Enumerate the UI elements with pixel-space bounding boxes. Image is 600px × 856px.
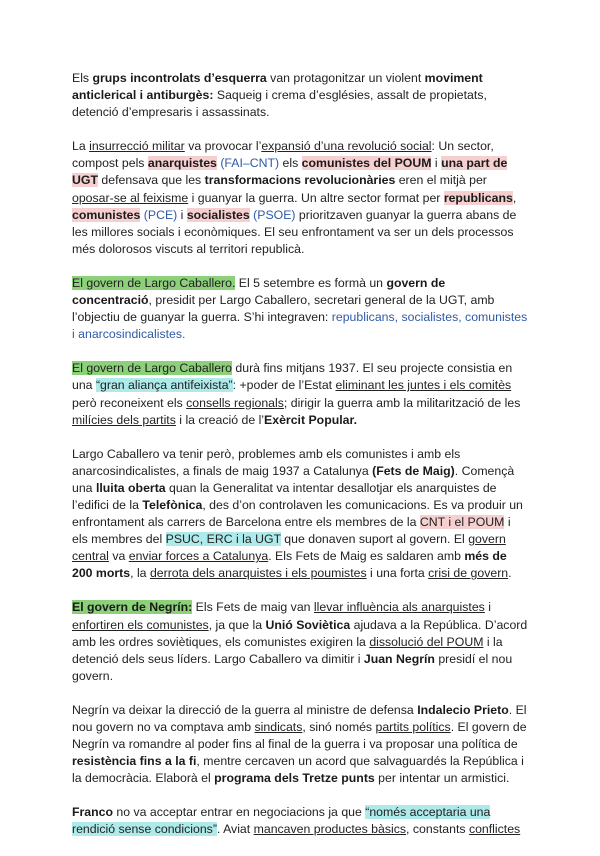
highlight-pink: socialistes: [186, 207, 250, 222]
blue-text: (PSOE): [253, 207, 296, 222]
bold-phrase: Indalecio Prieto: [417, 702, 509, 717]
bold-phrase: (Fets de Maig): [372, 463, 455, 478]
paragraph-negrin-prieto: Negrín va deixar la direcció de la guerra al ministre de defensa Indalecio Prieto. El nou govern no va comptava amb sindicats, sinó només partits polítics. El govern de Negrín va romandre al poder fins al final de la guerra i va proposar una política de resistència fins a la fi, mentre cercaven un acord que salvaguardés la República i la democràcia. Elaborà el programa dels Tretze punts per intentar un armistici.: [72, 702, 527, 786]
underlined-phrase: mancaven productes bàsics: [253, 822, 407, 837]
bold-phrase: Juan Negrín: [363, 651, 435, 666]
bold-phrase: lluita oberta: [95, 480, 166, 495]
bold-phrase: programa dels Tretze punts: [214, 771, 375, 786]
paragraph-govern-negrin: El govern de Negrín: Els Fets de maig van llevar influència als anarquistes i enfortiren els comunistes, ja que la Unió Soviètica ajudava a la República. D’acord amb les ordres soviètiques, els comunistes exigiren la dissolució del POUM i la detenció dels seus líders. Largo Caballero va dimitir i Juan Negrín presidí el nou govern.: [72, 600, 528, 683]
underlined-phrase: sindicats: [254, 720, 303, 734]
underlined-phrase: eliminant les juntes i els comitès: [335, 378, 512, 393]
underlined-phrase: expansió d’una revolució social: [261, 139, 432, 154]
bold-phrase: moviment anticlerical i antiburgès:: [72, 71, 483, 103]
underlined-phrase: crisi de govern: [428, 566, 509, 581]
underlined-phrase: govern central: [72, 532, 506, 564]
bold-phrase: transformacions revolucionàries: [204, 173, 396, 188]
paragraph-insurreccio: La insurrecció militar va provocar l’expansió d’una revolució social: Un sector, compost pels anarquistes (FAI–CNT) els comunistes del POUM i una part de UGT defensava que les transformacions revolucionàries eren el mitjà per oposar-se al feixisme i guanyar la guerra. Un altre sector format per republicans, comunistes (PCE) i socialistes (PSOE) prioritzaven guanyar la guerra abans de les millores socials i econòmiques. El seu enfrontament va ser un dels processos més dolorosos viscuts al territori republicà.: [72, 139, 517, 256]
underlined-phrase: conflictes: [468, 822, 521, 837]
highlight-cyan: “només acceptaria una rendició sense condicions”: [72, 805, 491, 837]
underlined-phrase: consells regionals: [186, 395, 284, 410]
highlight-pink: una part de UGT: [72, 156, 508, 188]
highlight-cyan: “gran aliança antifeixista”: [95, 378, 233, 393]
underlined-phrase: dissolució del POUM: [369, 634, 484, 649]
bold-phrase: grups incontrolats d’esquerra: [92, 71, 267, 85]
bold-phrase: Exèrcit Popular.: [264, 412, 357, 427]
underlined-phrase: oposar-se al feixisme: [72, 190, 189, 205]
underlined-phrase: milícies dels partits: [72, 412, 176, 427]
blue-text: (PCE): [143, 207, 178, 222]
highlight-cyan: PSUC, ERC i la UGT: [165, 532, 281, 547]
highlight-green: El govern de Largo Caballero: [72, 361, 232, 376]
underlined-phrase: llevar influència als anarquistes: [313, 600, 485, 615]
underlined-phrase: enfortiren els comunistes: [72, 617, 209, 632]
underlined-phrase: insurrecció militar: [89, 139, 185, 154]
bold-phrase: govern de concentració: [72, 275, 446, 308]
highlight-pink: anarquistes: [147, 156, 217, 171]
document-page: [72, 70, 528, 856]
highlight-pink: CNT i el POUM: [419, 515, 505, 530]
paragraph-projecte-largo-caballero: El govern de Largo Caballero durà fins mitjans 1937. El seu projecte consistia en una “gran aliança antifeixista”: +poder de l’Estat eliminant les juntes i els comitès però reconeixent els consells regionals; dirigir la guerra amb la militarització de les milícies dels partits i la creació de l’Exèrcit Popular.: [72, 361, 521, 427]
highlight-pink: comunistes del POUM: [301, 156, 432, 171]
highlight-green: El govern de Negrín:: [72, 600, 193, 615]
bold-phrase: Unió Soviètica: [265, 617, 351, 632]
highlight-green: El govern de Largo Caballero.: [72, 275, 236, 290]
underlined-phrase: partits polítics: [375, 720, 451, 734]
paragraph-fets-de-maig: Largo Caballero va tenir però, problemes amb els comunistes i amb els anarcosindicalistes, a finals de maig 1937 a Catalunya (Fets de Maig). Començà una lluita oberta quan la Generalitat va intentar desallotjar els anarquistes de l’edifici de la Telefònica, des d’on controlaven les comunicacions. Es va produir un enfrontament als carrers de Barcelona entre els membres de la CNT i el POUM i els membres del PSUC, ERC i la UGT que donaven suport al govern. El govern central va enviar forces a Catalunya. Els Fets de Maig es saldaren amb més de 200 morts, la derrota dels anarquistes i els poumistes i una forta crisi de govern.: [72, 446, 523, 581]
bold-phrase: resistència fins a la fi: [72, 754, 197, 769]
blue-text: (FAI–CNT): [220, 156, 280, 171]
bold-phrase: Franco: [72, 805, 113, 820]
highlight-pink: comunistes: [72, 207, 141, 222]
underlined-phrase: enviar forces a Catalunya: [128, 549, 269, 564]
bold-phrase: Telefònica: [142, 497, 203, 512]
paragraph-grups-incontrolats: Els grups incontrolats d’esquerra van protagonitzar un violent moviment anticlerical i antiburgès: Saqueig i crema d’esglésies, assalt de propietats, detenció d’empresaris i assassinats.: [72, 71, 487, 120]
paragraph-govern-largo-caballero: El govern de Largo Caballero. El 5 setembre es formà un govern de concentració, presidit per Largo Caballero, secretari general de la UGT, amb l’objectiu de guanyar la guerra. S’hi integraven: republicans, socialistes, comunistes i anarcosindicalistes.: [72, 275, 528, 342]
blue-text: republicans, socialistes, comunistes i anarcosindicalistes.: [72, 310, 528, 342]
underlined-phrase: derrota dels anarquistes i els poumistes: [149, 566, 367, 581]
highlight-pink: republicans: [443, 190, 513, 205]
paragraph-franco: Franco no va acceptar entrar en negociacions ja que “només acceptaria una rendició sense condicions”. Aviat mancaven productes bàsics, constants conflictes: [72, 805, 521, 837]
bold-phrase: més de 200 morts: [72, 549, 507, 581]
